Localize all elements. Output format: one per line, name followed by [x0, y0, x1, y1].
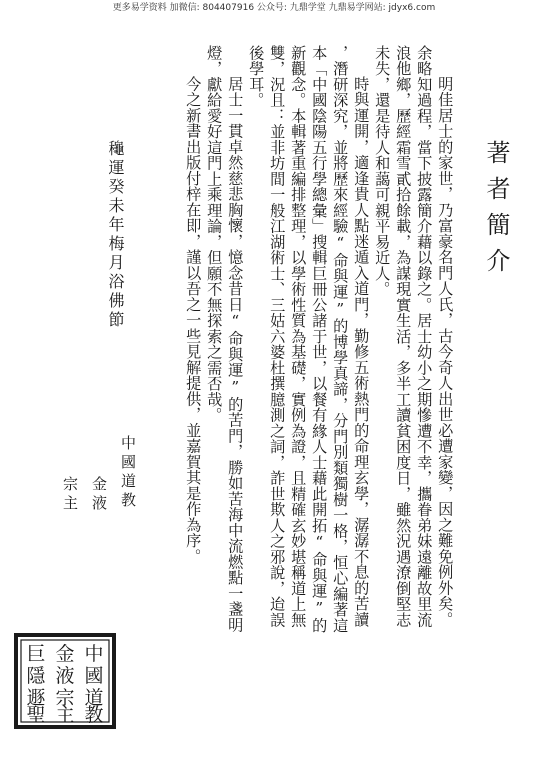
body-column: 雙，況且：並非坊間一般江湖術士、三姑六婆杜撰臆測之詞，詐世欺人之邪說，迨誤: [268, 45, 287, 628]
body-column: 時與運開，適逢貴人點迷遁入道門，勤修五術熱門的命理玄學，潺潺不息的苦讀: [352, 76, 371, 628]
seal-glyph: 主: [55, 704, 75, 726]
signature-org: 中國道教: [119, 435, 137, 511]
seal-stamp: [14, 633, 116, 729]
body-column: 後學耳。: [247, 45, 266, 108]
body-column: 燈，獻給愛好這門上乘理論，但願不無探索之需否哉。: [205, 45, 224, 423]
signature-title: 宗主: [61, 476, 79, 514]
seal-glyph: 遯: [26, 687, 46, 709]
signature-sect: 金液: [90, 476, 108, 514]
seal-glyph: 宗: [55, 687, 75, 709]
body-column: 新觀念。本輯著重編排整理，以學術性質為基礎，實例為證，且精確玄妙堪稱道上無: [289, 45, 308, 628]
date-line: 龝運癸未年梅月浴佛節: [106, 140, 125, 330]
body-column: 明佳居士的家世，乃富豪名門人氏，古今奇人出世必遭家變，因之難免例外矣。: [436, 76, 455, 628]
seal-glyph: 液: [55, 665, 75, 687]
body-column: 浪他鄉，歷經霜雪貳拾餘載，為謀現實生活，多半工讀貧困度日，雖然況遇潦倒堅志: [394, 45, 413, 628]
seal-glyph: 道: [84, 687, 104, 709]
page-header-watermark: 更多易学资料 加微信: 804407916 公众号: 九鼎学堂 九鼎易学网站: jdyx6.com: [112, 3, 436, 13]
body-column: 今之新書出版付梓在即，謹以吾之一些見解提供，並嘉賀其是作為序。: [184, 76, 203, 565]
seal-glyph: 教: [84, 704, 104, 726]
body-column: 居士一貫卓然慈悲胸懷，憶念昔日“命與運”的苦門，勝如苦海中流燃點一盞明: [226, 76, 245, 633]
body-column: 本「中國陰陽五行學總彙」搜輯巨冊公諸于世，以餐有緣人士藉此開拓“命與運”的: [310, 45, 329, 634]
seal-glyph: 中: [84, 643, 104, 665]
page-title: 著者簡介: [482, 140, 510, 284]
seal-glyph: 聖: [26, 704, 46, 726]
seal-glyph: 隱: [26, 665, 46, 687]
seal-glyph: 巨: [26, 643, 46, 665]
seal-glyph: 國: [84, 665, 104, 687]
body-column: 余略知過程，當下披露簡介藉以錄之。居士幼小之期慘遭不幸，攜眷弟妹遠離故里流: [415, 45, 434, 628]
seal-glyph: 金: [55, 643, 75, 665]
body-column: 未失，還是待人和藹可親平易近人。: [373, 45, 392, 297]
body-column: ，潛研深究，並將歷來經驗“命與運”的博學真諦，分門別類獨樹一格，恒心編著這: [331, 45, 350, 634]
